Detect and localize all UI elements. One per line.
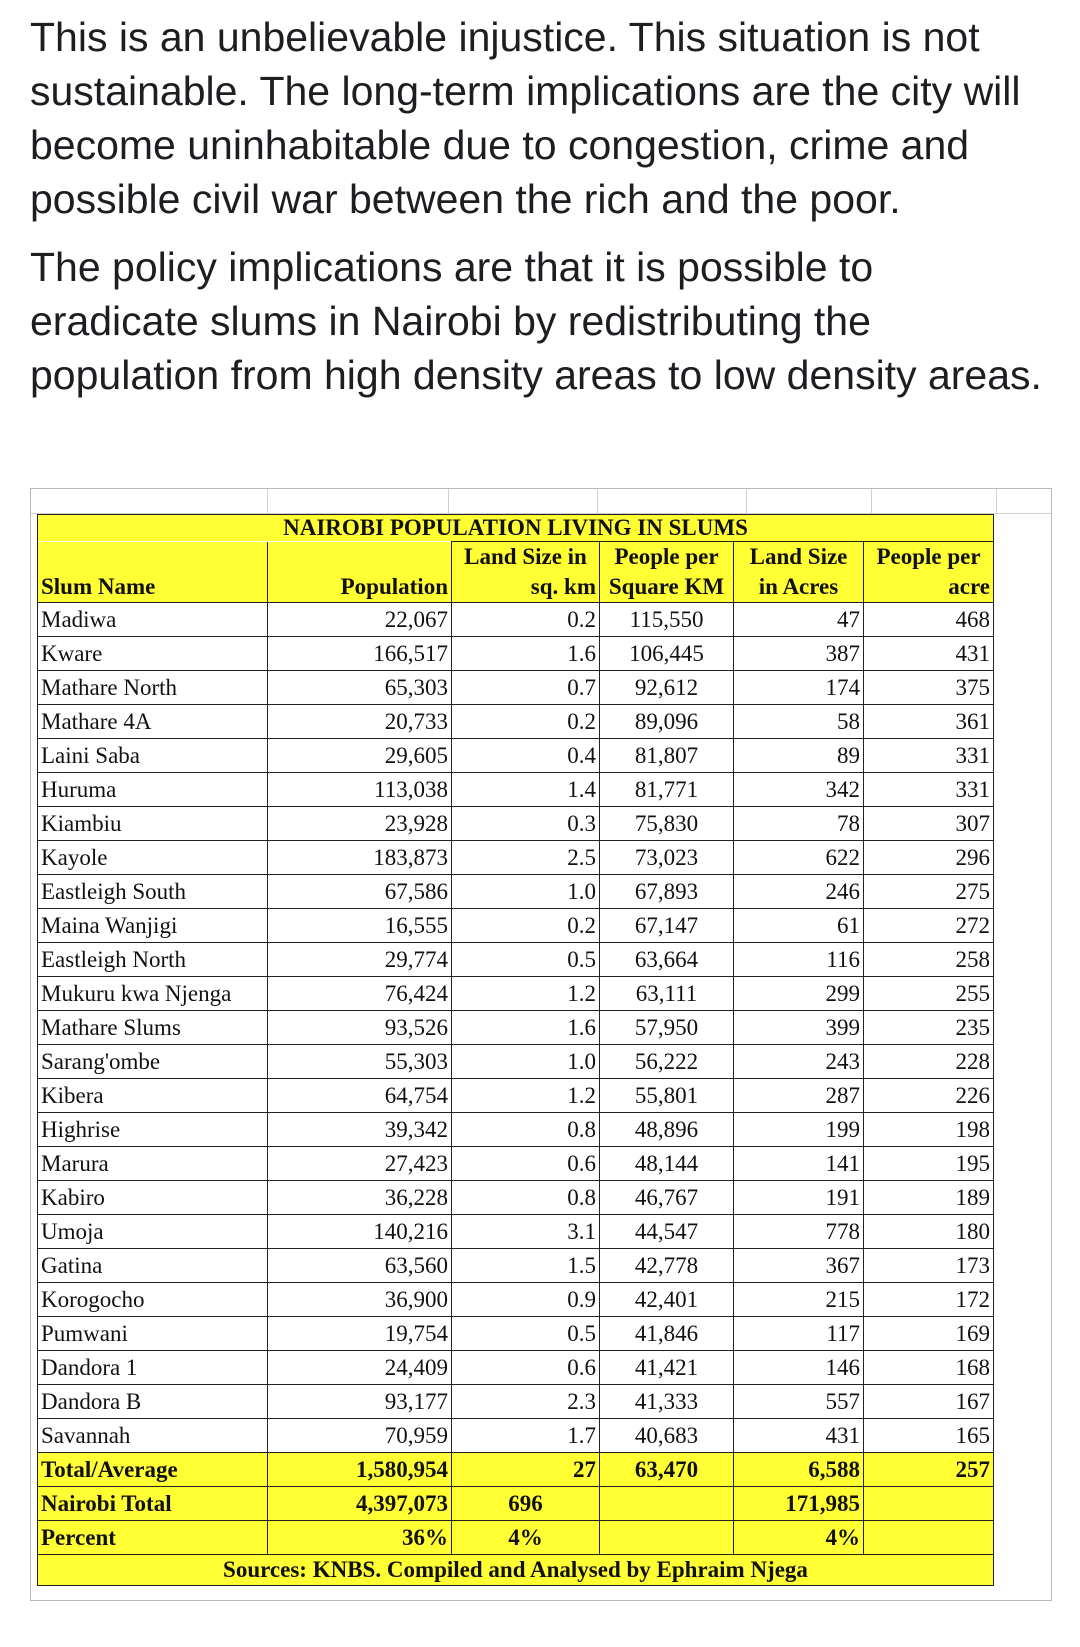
cell-people-acre: 165 <box>864 1419 994 1453</box>
nairobi-total-empty <box>600 1487 734 1521</box>
nairobi-total-label: Nairobi Total <box>38 1487 268 1521</box>
cell-people-acre: 275 <box>864 875 994 909</box>
cell-people-acre: 168 <box>864 1351 994 1385</box>
cell-slum-name: Kibera <box>38 1079 268 1113</box>
cell-land-acres: 191 <box>734 1181 864 1215</box>
cell-people-sqkm: 89,096 <box>600 705 734 739</box>
cell-population: 27,423 <box>268 1147 452 1181</box>
cell-population: 140,216 <box>268 1215 452 1249</box>
total-land-sqkm: 27 <box>452 1453 600 1487</box>
cell-slum-name: Korogocho <box>38 1283 268 1317</box>
table-row <box>38 1147 994 1181</box>
table-row <box>38 637 994 671</box>
cell-land-sqkm: 0.8 <box>452 1113 600 1147</box>
cell-people-acre: 361 <box>864 705 994 739</box>
cell-population: 20,733 <box>268 705 452 739</box>
cell-population: 113,038 <box>268 773 452 807</box>
cell-land-acres: 117 <box>734 1317 864 1351</box>
cell-people-sqkm: 40,683 <box>600 1419 734 1453</box>
table-row <box>38 739 994 773</box>
table-row <box>38 1181 994 1215</box>
cell-people-sqkm: 42,401 <box>600 1283 734 1317</box>
cell-population: 63,560 <box>268 1249 452 1283</box>
cell-land-sqkm: 0.9 <box>452 1283 600 1317</box>
cell-population: 166,517 <box>268 637 452 671</box>
header-land-sqkm-line1: Land Size in <box>452 542 600 573</box>
total-people-acre: 257 <box>864 1453 994 1487</box>
cell-land-acres: 61 <box>734 909 864 943</box>
table-row <box>38 943 994 977</box>
cell-people-acre: 195 <box>864 1147 994 1181</box>
cell-people-sqkm: 63,111 <box>600 977 734 1011</box>
cell-land-acres: 399 <box>734 1011 864 1045</box>
cell-land-sqkm: 0.2 <box>452 909 600 943</box>
cell-people-acre: 169 <box>864 1317 994 1351</box>
table-row <box>38 603 994 637</box>
nairobi-total-land-sqkm: 696 <box>452 1487 600 1521</box>
cell-land-sqkm: 0.6 <box>452 1351 600 1385</box>
cell-slum-name: Umoja <box>38 1215 268 1249</box>
cell-people-acre: 468 <box>864 603 994 637</box>
cell-people-acre: 331 <box>864 773 994 807</box>
cell-slum-name: Eastleigh North <box>38 943 268 977</box>
cell-people-sqkm: 48,896 <box>600 1113 734 1147</box>
total-people-sqkm: 63,470 <box>600 1453 734 1487</box>
cell-people-acre: 173 <box>864 1249 994 1283</box>
cell-people-sqkm: 57,950 <box>600 1011 734 1045</box>
nairobi-total-empty-2 <box>864 1487 994 1521</box>
cell-land-acres: 47 <box>734 603 864 637</box>
cell-land-sqkm: 0.3 <box>452 807 600 841</box>
table-row <box>38 807 994 841</box>
cell-slum-name: Kware <box>38 637 268 671</box>
cell-population: 24,409 <box>268 1351 452 1385</box>
cell-people-acre: 331 <box>864 739 994 773</box>
cell-land-sqkm: 0.5 <box>452 1317 600 1351</box>
total-label: Total/Average <box>38 1453 268 1487</box>
cell-people-acre: 228 <box>864 1045 994 1079</box>
header-people-sqkm-line1: People per <box>600 542 734 573</box>
cell-land-acres: 387 <box>734 637 864 671</box>
header-land-acres-line2: in Acres <box>734 572 864 603</box>
table-row <box>38 1283 994 1317</box>
table-row <box>38 977 994 1011</box>
cell-slum-name: Kayole <box>38 841 268 875</box>
cell-land-sqkm: 2.3 <box>452 1385 600 1419</box>
header-slum-name: Slum Name <box>38 572 268 603</box>
cell-population: 55,303 <box>268 1045 452 1079</box>
cell-slum-name: Dandora 1 <box>38 1351 268 1385</box>
header-people-acre-line2: acre <box>864 572 994 603</box>
cell-land-acres: 146 <box>734 1351 864 1385</box>
cell-population: 93,177 <box>268 1385 452 1419</box>
cell-people-acre: 167 <box>864 1385 994 1419</box>
total-population: 1,580,954 <box>268 1453 452 1487</box>
cell-people-acre: 375 <box>864 671 994 705</box>
header-people-acre-line1: People per <box>864 542 994 573</box>
cell-population: 183,873 <box>268 841 452 875</box>
table-row <box>38 1419 994 1453</box>
slum-population-table <box>37 514 994 1586</box>
cell-population: 22,067 <box>268 603 452 637</box>
header-land-sqkm-line2: sq. km <box>452 572 600 603</box>
cell-population: 64,754 <box>268 1079 452 1113</box>
table-row <box>38 1385 994 1419</box>
cell-population: 36,900 <box>268 1283 452 1317</box>
cell-people-acre: 272 <box>864 909 994 943</box>
cell-people-sqkm: 106,445 <box>600 637 734 671</box>
cell-people-sqkm: 56,222 <box>600 1045 734 1079</box>
table-row <box>38 1113 994 1147</box>
cell-people-sqkm: 63,664 <box>600 943 734 977</box>
cell-people-acre: 431 <box>864 637 994 671</box>
cell-land-sqkm: 1.6 <box>452 1011 600 1045</box>
cell-people-acre: 255 <box>864 977 994 1011</box>
cell-slum-name: Marura <box>38 1147 268 1181</box>
percent-empty-2 <box>864 1521 994 1555</box>
cell-people-sqkm: 81,807 <box>600 739 734 773</box>
cell-people-sqkm: 41,421 <box>600 1351 734 1385</box>
cell-people-sqkm: 75,830 <box>600 807 734 841</box>
cell-slum-name: Kiambiu <box>38 807 268 841</box>
cell-slum-name: Laini Saba <box>38 739 268 773</box>
cell-slum-name: Sarang'ombe <box>38 1045 268 1079</box>
table-row <box>38 1249 994 1283</box>
nairobi-total-population: 4,397,073 <box>268 1487 452 1521</box>
cell-land-acres: 367 <box>734 1249 864 1283</box>
cell-slum-name: Mathare 4A <box>38 705 268 739</box>
table-source: Sources: KNBS. Compiled and Analysed by Ephraim Njega <box>38 1555 994 1586</box>
table-row <box>38 875 994 909</box>
cell-people-sqkm: 48,144 <box>600 1147 734 1181</box>
table-row <box>38 1215 994 1249</box>
cell-slum-name: Mathare Slums <box>38 1011 268 1045</box>
table-row <box>38 1317 994 1351</box>
cell-land-acres: 215 <box>734 1283 864 1317</box>
cell-slum-name: Kabiro <box>38 1181 268 1215</box>
cell-land-sqkm: 1.6 <box>452 637 600 671</box>
cell-people-sqkm: 42,778 <box>600 1249 734 1283</box>
cell-people-acre: 307 <box>864 807 994 841</box>
cell-land-acres: 78 <box>734 807 864 841</box>
cell-land-acres: 246 <box>734 875 864 909</box>
cell-land-acres: 342 <box>734 773 864 807</box>
cell-people-acre: 189 <box>864 1181 994 1215</box>
cell-population: 65,303 <box>268 671 452 705</box>
cell-land-sqkm: 0.7 <box>452 671 600 705</box>
cell-population: 23,928 <box>268 807 452 841</box>
cell-land-sqkm: 1.5 <box>452 1249 600 1283</box>
table-row <box>38 705 994 739</box>
cell-land-sqkm: 2.5 <box>452 841 600 875</box>
cell-slum-name: Gatina <box>38 1249 268 1283</box>
cell-slum-name: Dandora B <box>38 1385 268 1419</box>
cell-people-acre: 198 <box>864 1113 994 1147</box>
cell-land-acres: 622 <box>734 841 864 875</box>
cell-slum-name: Maina Wanjigi <box>38 909 268 943</box>
total-land-acres: 6,588 <box>734 1453 864 1487</box>
cell-land-sqkm: 1.0 <box>452 1045 600 1079</box>
cell-land-acres: 431 <box>734 1419 864 1453</box>
header-population: Population <box>268 572 452 603</box>
cell-people-sqkm: 44,547 <box>600 1215 734 1249</box>
cell-land-sqkm: 1.2 <box>452 1079 600 1113</box>
cell-population: 67,586 <box>268 875 452 909</box>
cell-land-sqkm: 0.5 <box>452 943 600 977</box>
cell-population: 36,228 <box>268 1181 452 1215</box>
post-body <box>30 10 1050 416</box>
cell-population: 39,342 <box>268 1113 452 1147</box>
cell-people-sqkm: 67,893 <box>600 875 734 909</box>
cell-people-sqkm: 67,147 <box>600 909 734 943</box>
cell-slum-name: Mathare North <box>38 671 268 705</box>
percent-land-acres: 4% <box>734 1521 864 1555</box>
cell-population: 76,424 <box>268 977 452 1011</box>
percent-population: 36% <box>268 1521 452 1555</box>
cell-land-acres: 58 <box>734 705 864 739</box>
cell-slum-name: Highrise <box>38 1113 268 1147</box>
cell-people-acre: 180 <box>864 1215 994 1249</box>
cell-population: 19,754 <box>268 1317 452 1351</box>
cell-people-sqkm: 41,846 <box>600 1317 734 1351</box>
percent-land-sqkm: 4% <box>452 1521 600 1555</box>
cell-people-sqkm: 115,550 <box>600 603 734 637</box>
cell-slum-name: Eastleigh South <box>38 875 268 909</box>
table-row <box>38 909 994 943</box>
table-row <box>38 841 994 875</box>
cell-land-acres: 89 <box>734 739 864 773</box>
cell-people-acre: 258 <box>864 943 994 977</box>
cell-population: 29,774 <box>268 943 452 977</box>
cell-people-sqkm: 92,612 <box>600 671 734 705</box>
cell-people-sqkm: 81,771 <box>600 773 734 807</box>
post-paragraph-1: This is an unbelievable injustice. This situation is not sustainable. The long-term implications are the city will become uninhabitable due to congestion, crime and possible civil war between the rich and the poor. <box>30 14 1021 222</box>
cell-land-sqkm: 0.6 <box>452 1147 600 1181</box>
cell-population: 70,959 <box>268 1419 452 1453</box>
cell-land-acres: 199 <box>734 1113 864 1147</box>
cell-land-sqkm: 1.0 <box>452 875 600 909</box>
cell-land-acres: 778 <box>734 1215 864 1249</box>
cell-land-acres: 299 <box>734 977 864 1011</box>
cell-land-acres: 141 <box>734 1147 864 1181</box>
table-title: NAIROBI POPULATION LIVING IN SLUMS <box>38 515 994 542</box>
table-image[interactable] <box>30 488 1052 1601</box>
cell-population: 16,555 <box>268 909 452 943</box>
cell-slum-name: Pumwani <box>38 1317 268 1351</box>
cell-slum-name: Savannah <box>38 1419 268 1453</box>
cell-slum-name: Madiwa <box>38 603 268 637</box>
cell-land-sqkm: 1.7 <box>452 1419 600 1453</box>
cell-people-acre: 296 <box>864 841 994 875</box>
percent-label: Percent <box>38 1521 268 1555</box>
cell-land-sqkm: 3.1 <box>452 1215 600 1249</box>
cell-land-acres: 557 <box>734 1385 864 1419</box>
cell-people-sqkm: 41,333 <box>600 1385 734 1419</box>
cell-land-sqkm: 0.4 <box>452 739 600 773</box>
percent-empty <box>600 1521 734 1555</box>
cell-land-sqkm: 1.4 <box>452 773 600 807</box>
cell-people-sqkm: 55,801 <box>600 1079 734 1113</box>
cell-land-sqkm: 1.2 <box>452 977 600 1011</box>
cell-people-sqkm: 46,767 <box>600 1181 734 1215</box>
cell-land-sqkm: 0.8 <box>452 1181 600 1215</box>
cell-people-sqkm: 73,023 <box>600 841 734 875</box>
cell-land-sqkm: 0.2 <box>452 705 600 739</box>
table-row <box>38 671 994 705</box>
table-row <box>38 773 994 807</box>
cell-land-acres: 116 <box>734 943 864 977</box>
header-land-acres-line1: Land Size <box>734 542 864 573</box>
header-people-sqkm-line2: Square KM <box>600 572 734 603</box>
cell-land-acres: 174 <box>734 671 864 705</box>
table-row <box>38 1351 994 1385</box>
spreadsheet-grid-strip <box>31 489 1051 514</box>
cell-population: 93,526 <box>268 1011 452 1045</box>
cell-people-acre: 226 <box>864 1079 994 1113</box>
table-row <box>38 1045 994 1079</box>
cell-slum-name: Huruma <box>38 773 268 807</box>
cell-land-acres: 287 <box>734 1079 864 1113</box>
cell-people-acre: 235 <box>864 1011 994 1045</box>
table-row <box>38 1079 994 1113</box>
cell-land-sqkm: 0.2 <box>452 603 600 637</box>
cell-population: 29,605 <box>268 739 452 773</box>
cell-slum-name: Mukuru kwa Njenga <box>38 977 268 1011</box>
post-paragraph-2: The policy implications are that it is possible to eradicate slums in Nairobi by redistributing the population from high density areas to low density areas. <box>30 244 1042 398</box>
cell-land-acres: 243 <box>734 1045 864 1079</box>
table-row <box>38 1011 994 1045</box>
nairobi-total-land-acres: 171,985 <box>734 1487 864 1521</box>
cell-people-acre: 172 <box>864 1283 994 1317</box>
